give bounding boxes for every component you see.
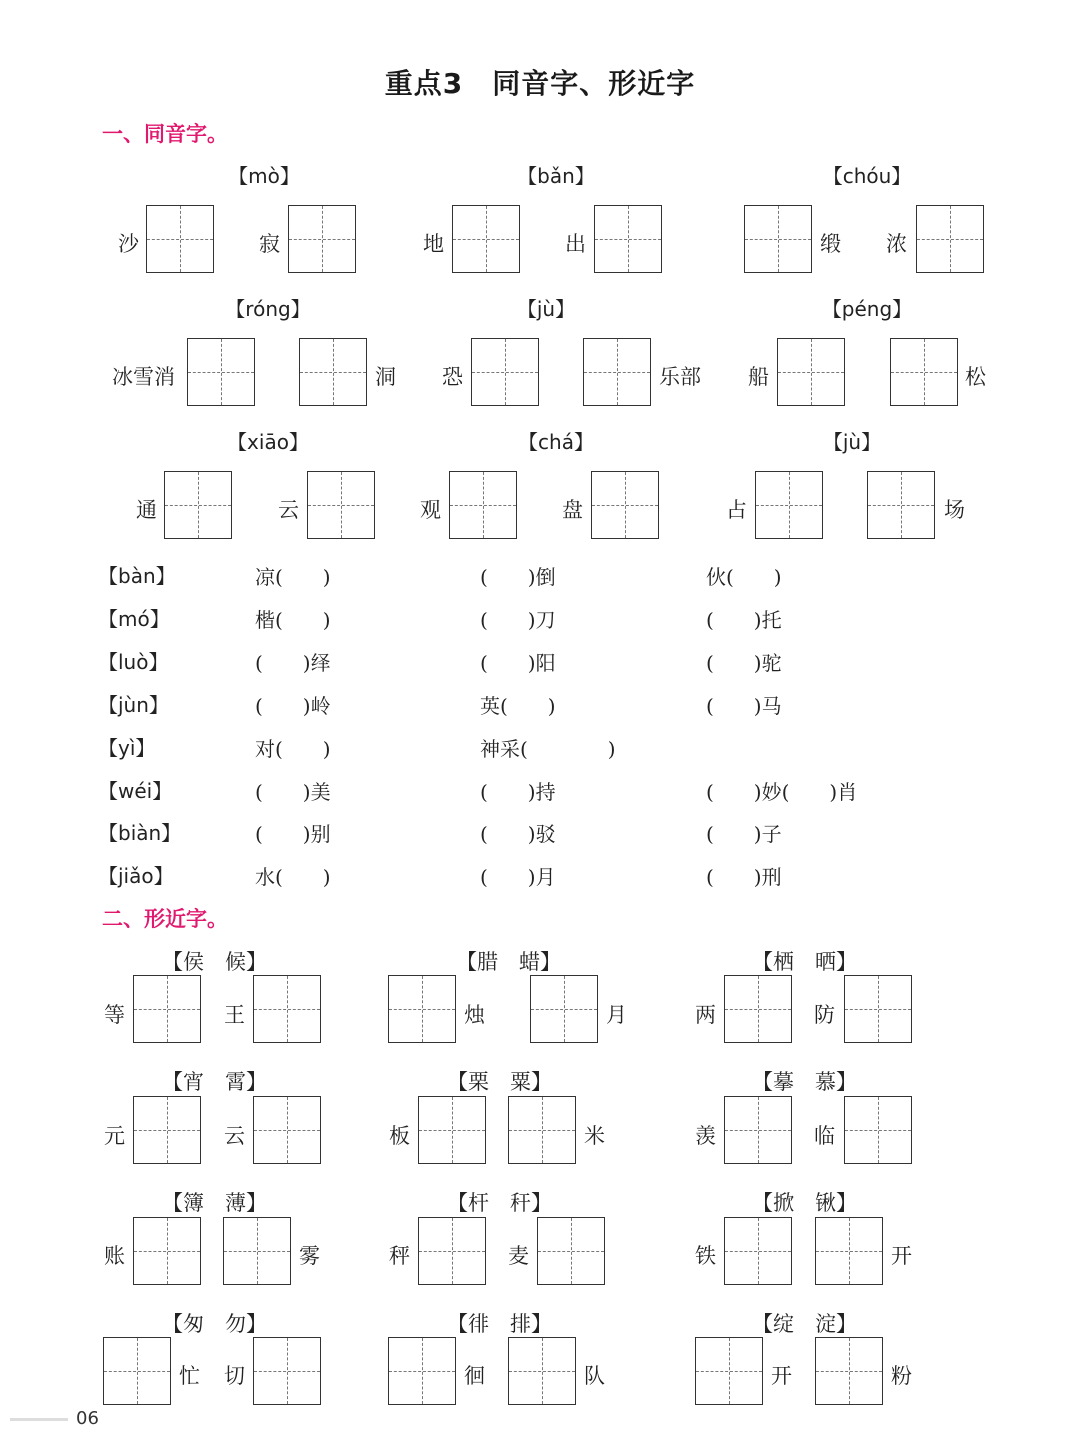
- char: 板: [389, 1124, 410, 1148]
- pinyin-label: 【jiǎo】: [98, 864, 174, 888]
- answer-box[interactable]: [288, 205, 356, 273]
- char-pair-heading: 【摹 慕】: [752, 1070, 857, 1094]
- fill-item[interactable]: 伙( ): [706, 565, 782, 589]
- answer-box[interactable]: [388, 975, 456, 1043]
- char: 洞: [375, 365, 396, 389]
- char: 恐: [442, 365, 463, 389]
- answer-box[interactable]: [187, 338, 255, 406]
- page-number: 06: [76, 1408, 99, 1429]
- char-pair-heading: 【宵 霄】: [162, 1070, 267, 1094]
- answer-box[interactable]: [253, 975, 321, 1043]
- pinyin-label: 【jù】: [822, 430, 882, 454]
- char: 两: [695, 1003, 716, 1027]
- pinyin-label: 【mó】: [98, 607, 170, 631]
- char: 羡: [695, 1124, 716, 1148]
- answer-box[interactable]: [815, 1217, 883, 1285]
- char: 开: [891, 1244, 912, 1268]
- char-pair-heading: 【栖 晒】: [752, 950, 857, 974]
- char-pair-heading: 【侯 候】: [162, 950, 267, 974]
- fill-item[interactable]: 对( ): [255, 737, 331, 761]
- fill-item[interactable]: ( )阳: [480, 651, 556, 675]
- char: 忙: [179, 1364, 200, 1388]
- char: 队: [584, 1364, 605, 1388]
- fill-item[interactable]: ( )月: [480, 865, 556, 889]
- page-title: 重点3 同音字、形近字: [384, 67, 696, 100]
- answer-box[interactable]: [537, 1217, 605, 1285]
- pinyin-label: 【jùn】: [98, 693, 169, 717]
- answer-box[interactable]: [253, 1096, 321, 1164]
- answer-box[interactable]: [916, 205, 984, 273]
- char: 开: [771, 1364, 792, 1388]
- pinyin-label: 【bǎn】: [517, 164, 595, 188]
- char: 临: [814, 1124, 835, 1148]
- pinyin-label: 【luò】: [98, 650, 169, 674]
- answer-box[interactable]: [583, 338, 651, 406]
- pinyin-label: 【jù】: [516, 297, 576, 321]
- char: 沙: [118, 232, 139, 256]
- pinyin-label: 【wéi】: [98, 779, 173, 803]
- fill-item[interactable]: ( )绎: [255, 651, 331, 675]
- fill-item[interactable]: ( )妙( )肖: [706, 780, 858, 804]
- answer-box[interactable]: [103, 1337, 171, 1405]
- char: 观: [420, 498, 441, 522]
- answer-box[interactable]: [164, 471, 232, 539]
- pinyin-label: 【bàn】: [98, 564, 176, 588]
- pinyin-label: 【péng】: [821, 297, 913, 321]
- fill-item[interactable]: ( )刑: [706, 865, 782, 889]
- char: 元: [104, 1124, 125, 1148]
- fill-item[interactable]: 楷( ): [255, 608, 331, 632]
- char: 松: [965, 365, 986, 389]
- fill-item[interactable]: ( )刀: [480, 608, 556, 632]
- fill-item[interactable]: ( )马: [706, 694, 782, 718]
- fill-item[interactable]: 凉( ): [255, 565, 331, 589]
- pinyin-label: 【róng】: [225, 297, 311, 321]
- section-homophones: 一、同音字。: [102, 122, 228, 146]
- answer-box[interactable]: [388, 1337, 456, 1405]
- answer-box[interactable]: [744, 205, 812, 273]
- fill-item[interactable]: ( )驳: [480, 822, 556, 846]
- char: 切: [224, 1364, 245, 1388]
- char: 秤: [389, 1244, 410, 1268]
- pinyin-label: 【chá】: [518, 430, 594, 454]
- answer-box[interactable]: [223, 1217, 291, 1285]
- char: 防: [814, 1003, 835, 1027]
- answer-box[interactable]: [530, 975, 598, 1043]
- answer-box[interactable]: [724, 1217, 792, 1285]
- section-similar-chars: 二、形近字。: [102, 907, 228, 931]
- answer-box[interactable]: [815, 1337, 883, 1405]
- answer-box[interactable]: [146, 205, 214, 273]
- answer-box[interactable]: [253, 1337, 321, 1405]
- char: 麦: [508, 1244, 529, 1268]
- fill-item[interactable]: ( )美: [255, 780, 331, 804]
- answer-box[interactable]: [724, 1096, 792, 1164]
- char-pair-heading: 【腊 蜡】: [456, 950, 561, 974]
- char: 乐部: [659, 365, 701, 389]
- char: 盘: [562, 498, 583, 522]
- pinyin-label: 【chóu】: [822, 164, 912, 188]
- answer-box[interactable]: [844, 975, 912, 1043]
- char: 雾: [299, 1244, 320, 1268]
- answer-box[interactable]: [844, 1096, 912, 1164]
- char-pair-heading: 【掀 锹】: [752, 1191, 857, 1215]
- answer-box[interactable]: [508, 1096, 576, 1164]
- char: 出: [565, 232, 586, 256]
- answer-box[interactable]: [449, 471, 517, 539]
- answer-box[interactable]: [307, 471, 375, 539]
- pinyin-label: 【mò】: [228, 164, 300, 188]
- answer-box[interactable]: [890, 338, 958, 406]
- char: 王: [224, 1003, 245, 1027]
- char: 粉: [891, 1364, 912, 1388]
- char: 云: [278, 498, 299, 522]
- page-bar-decoration: [10, 1418, 68, 1421]
- fill-item[interactable]: 英( ): [480, 694, 556, 718]
- answer-box[interactable]: [777, 338, 845, 406]
- answer-box[interactable]: [594, 205, 662, 273]
- fill-item[interactable]: ( )别: [255, 822, 331, 846]
- answer-box[interactable]: [133, 1217, 201, 1285]
- fill-item[interactable]: 神采( ): [480, 737, 616, 761]
- char: 场: [944, 498, 965, 522]
- char: 米: [584, 1124, 605, 1148]
- char: 通: [136, 498, 157, 522]
- char: 烛: [464, 1003, 485, 1027]
- pinyin-label: 【yì】: [98, 736, 156, 760]
- fill-item[interactable]: 水( ): [255, 865, 331, 889]
- char-pair-heading: 【簿 薄】: [162, 1191, 267, 1215]
- char: 冰雪消: [112, 365, 175, 389]
- fill-item[interactable]: ( )驼: [706, 651, 782, 675]
- char-pair-heading: 【绽 淀】: [752, 1312, 857, 1336]
- char: 寂: [259, 232, 280, 256]
- fill-item[interactable]: ( )子: [706, 822, 782, 846]
- char: 铁: [695, 1244, 716, 1268]
- answer-box[interactable]: [133, 975, 201, 1043]
- char: 徊: [464, 1364, 485, 1388]
- answer-box[interactable]: [418, 1217, 486, 1285]
- char: 占: [726, 498, 747, 522]
- char: 等: [104, 1003, 125, 1027]
- answer-box[interactable]: [695, 1337, 763, 1405]
- fill-item[interactable]: ( )倒: [480, 565, 556, 589]
- answer-box[interactable]: [867, 471, 935, 539]
- char-pair-heading: 【栗 粟】: [447, 1070, 552, 1094]
- answer-box[interactable]: [471, 338, 539, 406]
- char-pair-heading: 【徘 排】: [447, 1312, 552, 1336]
- answer-box[interactable]: [452, 205, 520, 273]
- answer-box[interactable]: [724, 975, 792, 1043]
- answer-box[interactable]: [591, 471, 659, 539]
- char: 缎: [820, 232, 841, 256]
- answer-box[interactable]: [508, 1337, 576, 1405]
- char: 云: [224, 1124, 245, 1148]
- char: 浓: [886, 232, 907, 256]
- answer-box[interactable]: [418, 1096, 486, 1164]
- answer-box[interactable]: [133, 1096, 201, 1164]
- pinyin-label: 【biàn】: [98, 821, 182, 845]
- char: 月: [606, 1003, 627, 1027]
- char-pair-heading: 【杆 秆】: [447, 1191, 552, 1215]
- char: 船: [748, 365, 769, 389]
- fill-item[interactable]: ( )岭: [255, 694, 331, 718]
- char: 地: [423, 232, 444, 256]
- answer-box[interactable]: [299, 338, 367, 406]
- answer-box[interactable]: [755, 471, 823, 539]
- pinyin-label: 【xiāo】: [227, 430, 309, 454]
- fill-item[interactable]: ( )托: [706, 608, 782, 632]
- char: 账: [104, 1244, 125, 1268]
- char-pair-heading: 【匆 勿】: [162, 1312, 267, 1336]
- fill-item[interactable]: ( )持: [480, 780, 556, 804]
